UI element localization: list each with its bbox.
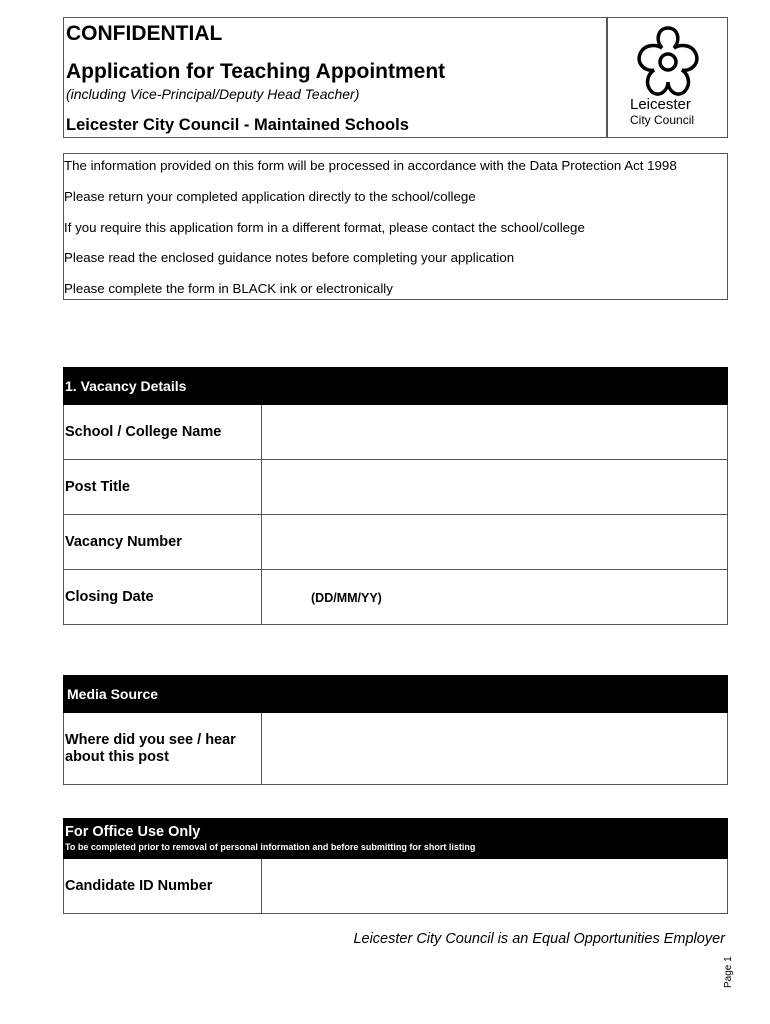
column-divider: [261, 405, 262, 459]
info-line: The information provided on this form will be processed in accordance with the Data Protection Act 1998: [64, 158, 677, 173]
office-use-table: [63, 818, 728, 914]
column-divider: [261, 859, 262, 913]
council-name: Leicester City Council - Maintained Schools: [66, 116, 409, 134]
table-row: [63, 460, 728, 515]
info-line: Please read the enclosed guidance notes before completing your application: [64, 250, 515, 265]
media-source-heading: Media Source: [63, 675, 728, 713]
logo-text-city-council: City Council: [630, 113, 695, 127]
info-line: Please return your completed application directly to the school/college: [64, 189, 476, 204]
label-line: Where did you see / hear: [65, 732, 236, 748]
vacancy-details-heading: 1. Vacancy Details: [63, 367, 728, 405]
table-row: [63, 713, 728, 785]
info-line: If you require this application form in a different format, please contact the school/college: [64, 220, 585, 235]
confidential-label: CONFIDENTIAL: [66, 22, 223, 45]
header-divider: [606, 18, 608, 137]
office-use-heading-block: [63, 818, 728, 859]
form-subtitle: (including Vice-Principal/Deputy Head Teacher): [66, 86, 360, 102]
column-divider: [261, 460, 262, 514]
info-box: [63, 153, 728, 300]
post-title-label: Post Title: [65, 479, 130, 495]
logo-text-leicester: Leicester: [630, 96, 691, 113]
label-line: about this post: [65, 749, 169, 765]
table-row: [63, 859, 728, 914]
form-title: Application for Teaching Appointment: [66, 60, 446, 83]
column-divider: [261, 570, 262, 624]
date-format-hint: (DD/MM/YY): [311, 591, 382, 605]
info-line: Please complete the form in BLACK ink or electronically: [64, 281, 393, 296]
table-row: [63, 515, 728, 570]
equal-opportunities-footer: Leicester City Council is an Equal Opportunities Employer: [353, 931, 725, 947]
closing-date-label: Closing Date: [65, 589, 154, 605]
table-row: [63, 405, 728, 460]
office-use-heading: For Office Use Only: [65, 824, 201, 840]
table-row: [63, 570, 728, 625]
page-number: Page 1: [723, 956, 734, 988]
candidate-id-label: Candidate ID Number: [65, 878, 213, 894]
where-did-you-see-label: [65, 732, 236, 766]
media-source-table: [63, 675, 728, 785]
vacancy-number-label: Vacancy Number: [65, 534, 182, 550]
office-use-subheading: To be completed prior to removal of personal information and before submitting for short listing: [65, 842, 476, 852]
document-header: [63, 17, 728, 138]
vacancy-details-table: [63, 367, 728, 625]
column-divider: [261, 713, 262, 784]
column-divider: [261, 515, 262, 569]
school-college-name-label: School / College Name: [65, 424, 222, 440]
